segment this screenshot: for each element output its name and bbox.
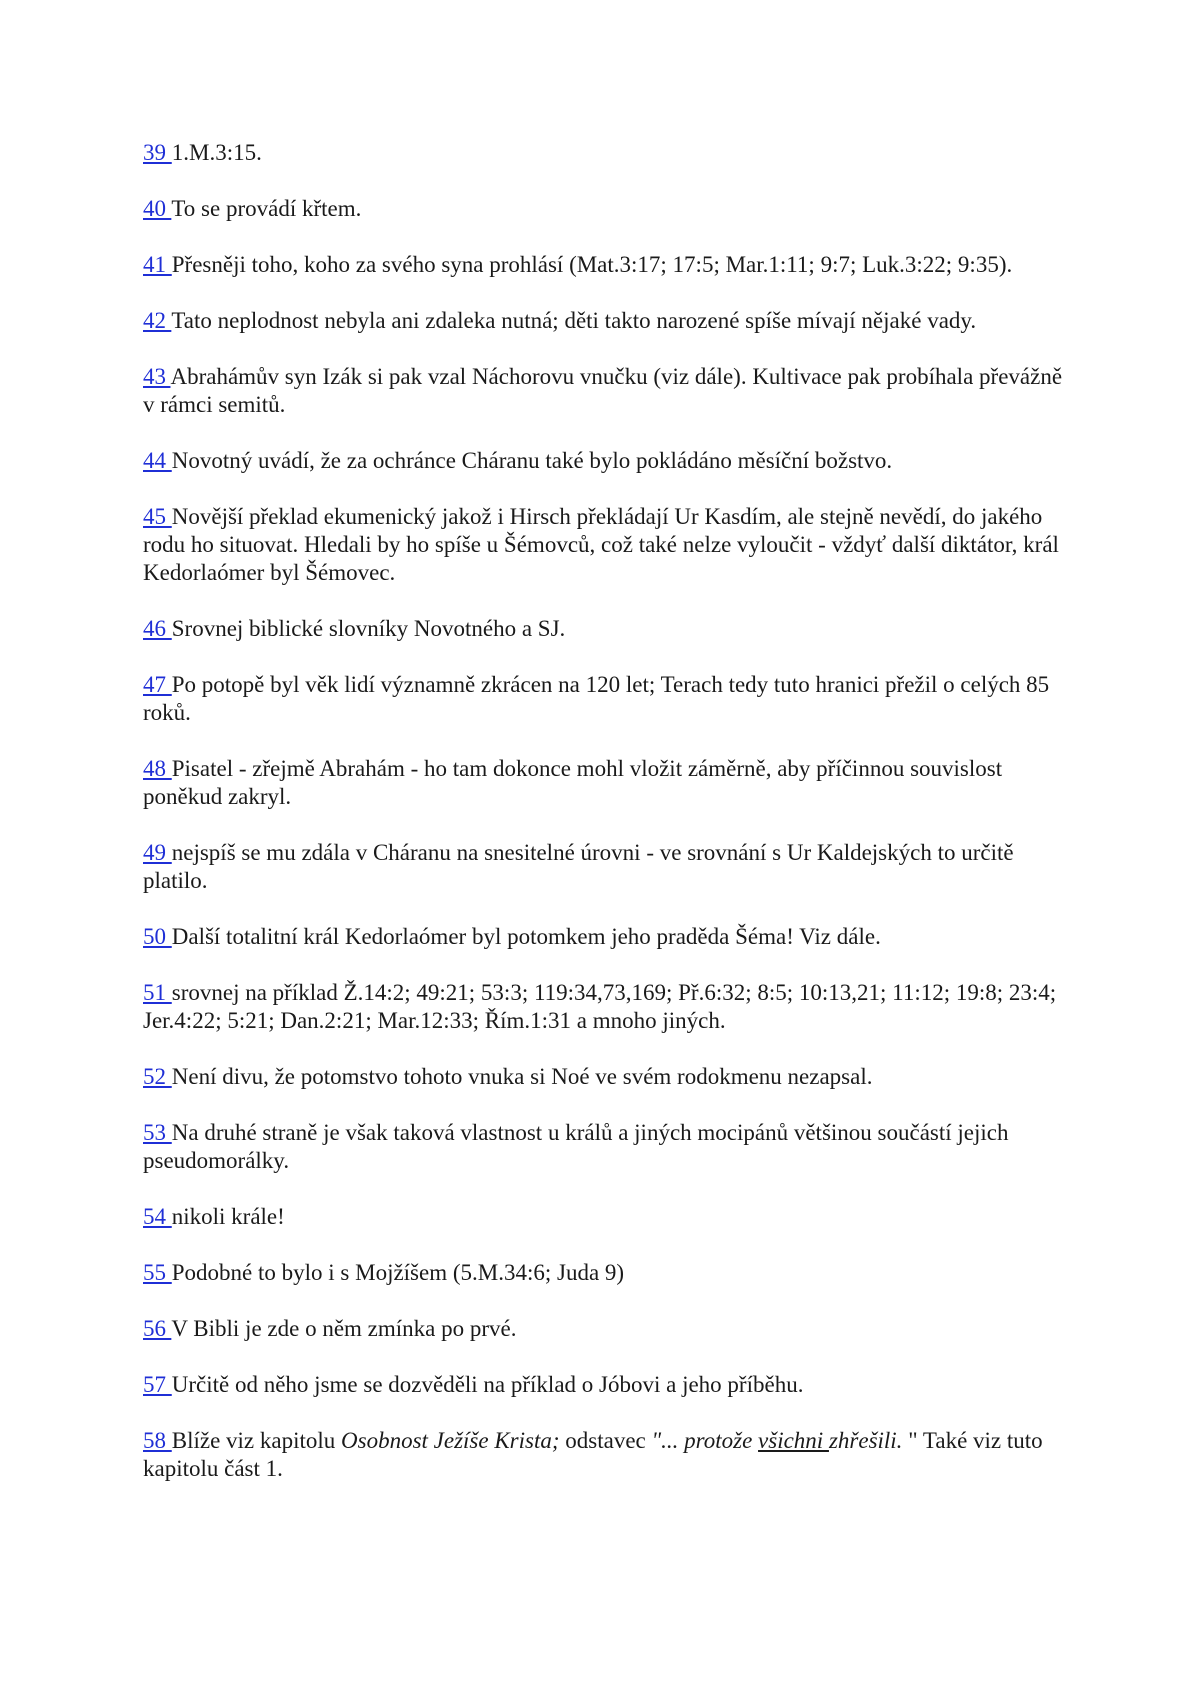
- footnote-text: Abrahámův syn Izák si pak vzal Náchorovu vnučku (viz dále). Kultivace pak probíhala převážně v rámci semitů.: [143, 364, 1063, 417]
- footnote-text: Určitě od něho jsme se dozvěděli na příklad o Jóbovi a jeho příběhu.: [171, 1372, 804, 1397]
- footnote-link[interactable]: 46: [143, 616, 172, 641]
- footnote-link[interactable]: 50: [143, 924, 172, 949]
- footnote-link[interactable]: 43: [143, 364, 171, 389]
- footnote-link[interactable]: 40: [143, 196, 172, 221]
- footnote: [143, 503, 1063, 587]
- footnote: [143, 671, 1063, 727]
- footnote: [143, 1203, 1063, 1231]
- footnote-text: Přesněji toho, koho za svého syna prohlásí (Mat.3:17; 17:5; Mar.1:11; 9:7; Luk.3:22; 9:35).: [171, 252, 1013, 277]
- footnote-link[interactable]: 53: [143, 1120, 172, 1145]
- footnote-58-quote-end: zhřešili.: [828, 1428, 903, 1453]
- footnote: [143, 1063, 1063, 1091]
- footnote-link[interactable]: 57: [143, 1372, 172, 1397]
- footnote-link-58[interactable]: 58: [143, 1428, 172, 1453]
- footnote: [143, 1259, 1063, 1287]
- footnote-text: Tato neplodnost nebyla ani zdaleka nutná; děti takto narozené spíše mívají nějaké vady.: [171, 308, 977, 333]
- footnote: [143, 1315, 1063, 1343]
- footnote-58-text-1: Blíže viz kapitolu: [171, 1428, 342, 1453]
- footnote-58: [143, 1427, 1063, 1483]
- footnote-text: nejspíš se mu zdála v Cháranu na snesitelné úrovni - ve srovnání s Ur Kaldejských to určitě platilo.: [143, 840, 1014, 893]
- footnote-link[interactable]: 55: [143, 1260, 172, 1285]
- footnote: [143, 839, 1063, 895]
- footnote: [143, 195, 1063, 223]
- footnote-58-quote-start: "... protože: [651, 1428, 759, 1453]
- footnote-link[interactable]: 44: [143, 448, 172, 473]
- footnote: [143, 1119, 1063, 1175]
- footnote-link[interactable]: 51: [143, 980, 172, 1005]
- footnote-text: Novotný uvádí, že za ochránce Cháranu také bylo pokládáno měsíční božstvo.: [171, 448, 893, 473]
- footnote: [143, 139, 1063, 167]
- footnote-text: Novější překlad ekumenický jakož i Hirsch překládají Ur Kasdím, ale stejně nevědí, do jakého rodu ho situovat. Hledali by ho spíše u Šémovců, což také nelze vyloučit - vždyť další diktátor, král Kedorlaómer byl Šémovec.: [143, 504, 1059, 585]
- footnote-link[interactable]: 56: [143, 1316, 172, 1341]
- footnote-text: To se provádí křtem.: [171, 196, 362, 221]
- footnote-link[interactable]: 48: [143, 756, 172, 781]
- footnote: [143, 447, 1063, 475]
- footnote: [143, 307, 1063, 335]
- footnote-text: Další totalitní král Kedorlaómer byl potomkem jeho praděda Šéma! Viz dále.: [171, 924, 881, 949]
- footnote-link[interactable]: 49: [143, 840, 172, 865]
- footnote-58-text-3: " Také viz tuto kapitolu část 1.: [143, 1428, 1043, 1481]
- footnotes-page: [143, 139, 1063, 1511]
- footnote-text: Není divu, že potomstvo tohoto vnuka si Noé ve svém rodokmenu nezapsal.: [171, 1064, 873, 1089]
- footnote-text: srovnej na příklad Ž.14:2; 49:21; 53:3; 119:34,73,169; Př.6:32; 8:5; 10:13,21; 11:12; 19:8; 23:4; Jer.4:22; 5:21; Dan.2:21; Mar.12:33; Řím.1:31 a mnoho jiných.: [143, 980, 1057, 1033]
- footnote-link[interactable]: 54: [143, 1204, 172, 1229]
- footnote: [143, 251, 1063, 279]
- footnote: [143, 363, 1063, 419]
- footnote-link[interactable]: 45: [143, 504, 172, 529]
- footnote: [143, 755, 1063, 811]
- footnote-text: Na druhé straně je však taková vlastnost u králů a jiných mocipánů většinou součástí jejich pseudomorálky.: [143, 1120, 1009, 1173]
- footnote-list: [143, 139, 1063, 1399]
- footnote-link[interactable]: 41: [143, 252, 172, 277]
- footnote-58-chapter-title: Osobnost Ježíše Krista;: [341, 1428, 560, 1453]
- footnote-text: nikoli krále!: [171, 1204, 285, 1229]
- footnote-link[interactable]: 52: [143, 1064, 172, 1089]
- footnote: [143, 1371, 1063, 1399]
- footnote-text: Srovnej biblické slovníky Novotného a SJ.: [171, 616, 566, 641]
- footnote-link[interactable]: 39: [143, 140, 172, 165]
- footnote-text: 1.M.3:15.: [171, 140, 262, 165]
- footnote-link[interactable]: 47: [143, 672, 172, 697]
- footnote-text: Podobné to bylo i s Mojžíšem (5.M.34:6; Juda 9): [171, 1260, 625, 1285]
- footnote: [143, 979, 1063, 1035]
- footnote-58-quote-underlined: všichni: [758, 1428, 829, 1453]
- footnote: [143, 615, 1063, 643]
- footnote-text: Pisatel - zřejmě Abrahám - ho tam dokonce mohl vložit záměrně, aby příčinnou souvislost poněkud zakryl.: [143, 756, 1003, 809]
- footnote-link[interactable]: 42: [143, 308, 172, 333]
- footnote-58-text-2: odstavec: [559, 1428, 652, 1453]
- footnote: [143, 923, 1063, 951]
- footnote-text: V Bibli je zde o něm zmínka po prvé.: [171, 1316, 517, 1341]
- footnote-text: Po potopě byl věk lidí významně zkrácen na 120 let; Terach tedy tuto hranici přežil o celých 85 roků.: [143, 672, 1050, 725]
